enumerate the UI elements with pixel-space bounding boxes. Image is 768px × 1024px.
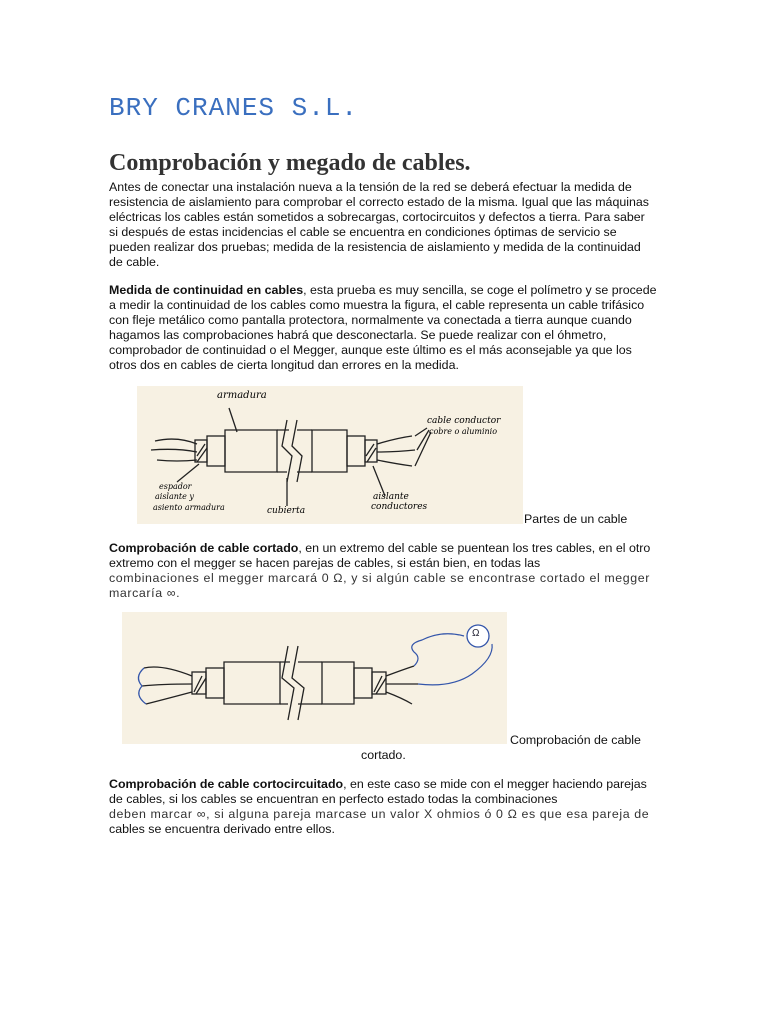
cut-paragraph bbox=[109, 541, 657, 601]
label-cubierta: cubierta bbox=[267, 506, 306, 516]
short-text-3: cables se encuentra derivado entre ellos. bbox=[109, 822, 335, 836]
intro-paragraph: Antes de conectar una instalación nueva a la tensión de la red se deberá efectuar la medida de resistencia de aislamiento para comprobar el correcto estado de la misma. Igual que las máquinas eléctricas los cables están sometidos a sobrecargas, cortocircuitos y defectos a tierra. Para saber si después de estas incidencias el cable se encuentra en condiciones óptimas de servicio se pueden realizar dos pruebas; medida de la resistencia de aislamiento y medida de la continuidad de cable. bbox=[109, 180, 649, 269]
short-text-2: deben marcar ∞, si alguna pareja marcase un valor X ohmios ó 0 Ω es que esa pareja de bbox=[109, 807, 650, 821]
short-heading: Comprobación de cable cortocircuitado bbox=[109, 777, 344, 791]
figure1-caption: Partes de un cable bbox=[524, 512, 628, 526]
cut-text-2: combinaciones el megger marcará 0 Ω, y si algún cable se encontrase cortado el megger marcaría ∞. bbox=[109, 571, 650, 600]
label-aislante-1: aislante bbox=[373, 492, 409, 502]
cut-cable-figure bbox=[122, 612, 507, 744]
figure2-caption-line1: Comprobación de cable bbox=[510, 733, 641, 747]
page-title: Comprobación y megado de cables. bbox=[109, 150, 471, 176]
cut-heading: Comprobación de cable cortado bbox=[109, 541, 299, 555]
megger-ohm-icon: Ω bbox=[472, 628, 480, 639]
cable-parts-figure bbox=[137, 386, 523, 524]
label-aislante-2: conductores bbox=[371, 502, 428, 512]
continuity-text: , esta prueba es muy sencilla, se coge el polímetro y se procede a medir la continuidad de los cables como muestra la figura, el cable representa un cable trifásico con fleje metálico como pantalla protectora, normalmente va conectada a tierra aunque cuando hagamos las comprobaciones habrá que desconectarla. Se puede realizar con el óhmetro, comprobador de continuidad o el Megger, aunque este último es el más aconsejable ya que los otros dos en cables de cierta longitud dan errores en la medida. bbox=[109, 283, 657, 372]
continuity-paragraph bbox=[109, 283, 657, 373]
label-espaciador-1: espador bbox=[159, 482, 192, 491]
short-text: , en este caso se mide con el megger haciendo parejas de cables, si los cables se encuentran en perfecto estado todas la combinaciones bbox=[109, 777, 647, 806]
company-name: BRY CRANES S.L. bbox=[109, 93, 359, 123]
label-conductor-1: cable conductor bbox=[427, 416, 501, 426]
cut-text: , en un extremo del cable se puentean los tres cables, en el otro extremo con el megger se hacen parejas de cables, si están bien, en todas las bbox=[109, 541, 651, 570]
label-espaciador-3: asiento armadura bbox=[153, 503, 225, 512]
label-espaciador-2: aislante y bbox=[155, 492, 194, 501]
label-conductor-2: cobre o aluminio bbox=[429, 427, 498, 436]
short-paragraph bbox=[109, 777, 657, 837]
cut-cable-drawing bbox=[122, 612, 507, 744]
figure2-caption-line2: cortado. bbox=[361, 748, 406, 762]
continuity-heading: Medida de continuidad en cables bbox=[109, 283, 304, 297]
label-armadura: armadura bbox=[217, 390, 267, 401]
